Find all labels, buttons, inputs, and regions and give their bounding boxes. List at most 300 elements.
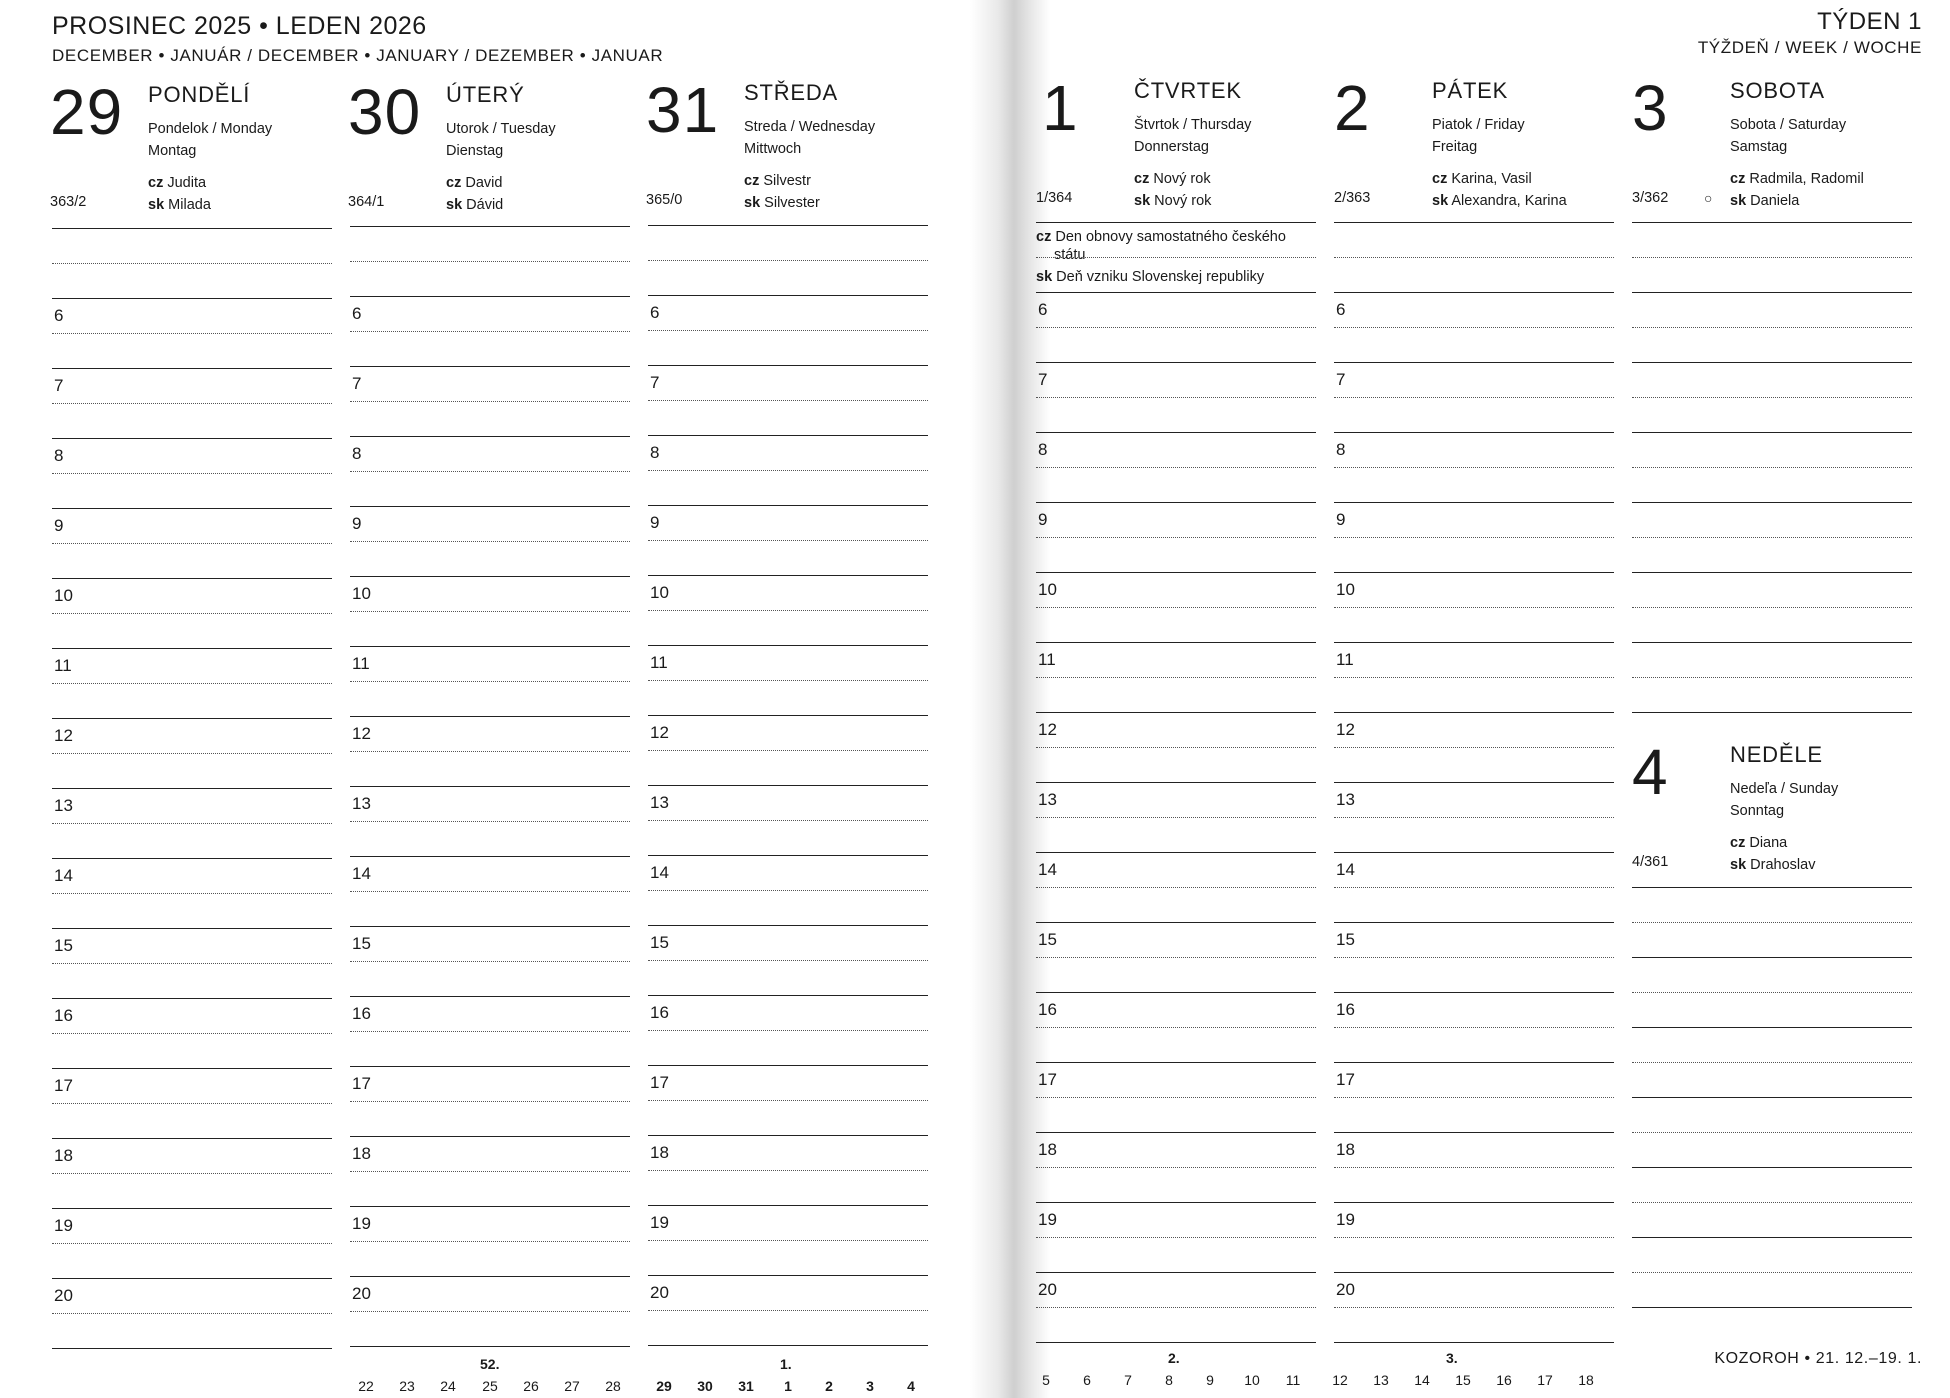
dotted-rule (52, 1173, 332, 1174)
rule-line (1036, 642, 1316, 643)
mini-day: 17 (1537, 1372, 1553, 1388)
hour-label: 14 (352, 864, 371, 883)
name-days: cz Karina, Vasil sk Alexandra, Karina (1432, 171, 1567, 209)
mini-day: 26 (523, 1378, 539, 1394)
dotted-rule (350, 1241, 630, 1242)
day-name: ÚTERÝ (446, 82, 525, 107)
rule-line (648, 1275, 928, 1276)
hour-label: 8 (54, 446, 64, 465)
mini-day: 12 (1332, 1372, 1348, 1388)
dotted-rule (1036, 817, 1316, 818)
rule-line (1334, 1202, 1614, 1203)
dotted-rule (350, 821, 630, 822)
hour-label: 13 (1336, 790, 1355, 809)
hour-label: 8 (1336, 440, 1346, 459)
hour-label: 12 (650, 723, 669, 742)
dotted-rule (1334, 817, 1614, 818)
dotted-rule (350, 1311, 630, 1312)
mini-day: 3 (866, 1378, 874, 1394)
dotted-rule (1632, 537, 1912, 538)
mini-day: 23 (399, 1378, 415, 1394)
rule-line (1334, 922, 1614, 923)
rule-line (1334, 572, 1614, 573)
rule-line (648, 995, 928, 996)
hour-label: 9 (650, 513, 660, 532)
day-name: PONDĚLÍ (148, 82, 251, 107)
hour-label: 13 (1038, 790, 1057, 809)
rule-line (350, 506, 630, 507)
rule-line (52, 298, 332, 299)
hour-label: 17 (1336, 1070, 1355, 1089)
name-days: cz Judita sk Milada (148, 175, 211, 213)
dotted-rule (52, 403, 332, 404)
mini-day: 31 (738, 1378, 754, 1394)
rule-line (648, 645, 928, 646)
rule-line (648, 365, 928, 366)
dotted-rule (1632, 1062, 1912, 1063)
rule-line (1632, 957, 1912, 958)
rule-line (52, 788, 332, 789)
hour-label: 8 (650, 443, 660, 462)
dotted-rule (648, 260, 928, 261)
dotted-rule (1036, 397, 1316, 398)
dotted-rule (350, 471, 630, 472)
rule-line (52, 228, 332, 229)
hour-label: 13 (352, 794, 371, 813)
mini-day: 13 (1373, 1372, 1389, 1388)
hour-label: 18 (1038, 1140, 1057, 1159)
dotted-rule (1036, 327, 1316, 328)
rule-line (1036, 852, 1316, 853)
rule-line (1334, 1132, 1614, 1133)
mini-day: 11 (1285, 1372, 1301, 1388)
rule-line (1036, 782, 1316, 783)
day-translations: Nedeľa / Sunday Sonntag (1730, 781, 1839, 819)
month-title: PROSINEC 2025 • LEDEN 2026 (52, 12, 427, 40)
mini-day: 25 (482, 1378, 498, 1394)
hour-label: 11 (352, 654, 370, 673)
dotted-rule (52, 1033, 332, 1034)
week-subtitle: TÝŽDEŇ / WEEK / WOCHE (1697, 38, 1922, 57)
day-number: 30 (348, 76, 422, 148)
rule-line (1632, 502, 1912, 503)
day-name: PÁTEK (1432, 78, 1509, 103)
hour-label: 12 (1038, 720, 1057, 739)
day-ordinal: 363/2 (50, 194, 87, 210)
rule-line (648, 715, 928, 716)
hour-label: 17 (352, 1074, 371, 1093)
dotted-rule (52, 473, 332, 474)
rule-line (52, 718, 332, 719)
rule-line (1334, 432, 1614, 433)
dotted-rule (648, 330, 928, 331)
dotted-rule (1036, 677, 1316, 678)
dotted-rule (350, 1031, 630, 1032)
dotted-rule (1334, 467, 1614, 468)
dotted-rule (1334, 1307, 1614, 1308)
dotted-rule (52, 683, 332, 684)
rule-line (350, 296, 630, 297)
hour-label: 10 (1336, 580, 1355, 599)
rule-line (350, 1066, 630, 1067)
rule-line (1334, 852, 1614, 853)
rule-line (1036, 992, 1316, 993)
dotted-rule (350, 961, 630, 962)
hour-label: 10 (352, 584, 371, 603)
day-translations: Sobota / Saturday Samstag (1730, 117, 1847, 155)
mini-day: 8 (1165, 1372, 1173, 1388)
mini-day: 22 (358, 1378, 374, 1394)
mini-day: 18 (1578, 1372, 1594, 1388)
dotted-rule (1334, 1097, 1614, 1098)
hour-label: 16 (1336, 1000, 1355, 1019)
rule-line (52, 438, 332, 439)
hour-label: 15 (1038, 930, 1057, 949)
week-number: 3. (1446, 1350, 1458, 1366)
rule-line (1334, 362, 1614, 363)
dotted-rule (648, 610, 928, 611)
hour-label: 20 (1336, 1280, 1355, 1299)
rule-line (648, 925, 928, 926)
rule-line (648, 505, 928, 506)
rule-line (648, 1205, 928, 1206)
rule-line (1334, 1342, 1614, 1343)
rule-line (350, 646, 630, 647)
full-moon-icon: ○ (1704, 190, 1713, 206)
day-ordinal: 365/0 (646, 192, 683, 208)
day-translations: Pondelok / Monday Montag (148, 121, 273, 159)
rule-line (1334, 782, 1614, 783)
dotted-rule (52, 543, 332, 544)
hour-label: 9 (1336, 510, 1346, 529)
rule-line (1334, 292, 1614, 293)
dotted-rule (52, 963, 332, 964)
hour-label: 6 (54, 306, 64, 325)
dotted-rule (1036, 1307, 1316, 1308)
dotted-rule (1036, 1237, 1316, 1238)
hour-label: 20 (352, 1284, 371, 1303)
rule-line (350, 1276, 630, 1277)
dotted-rule (1036, 607, 1316, 608)
hour-label: 14 (1336, 860, 1355, 879)
dotted-rule (52, 613, 332, 614)
rule-line (1036, 1342, 1316, 1343)
dotted-rule (52, 893, 332, 894)
mini-day: 2 (825, 1378, 833, 1394)
hour-label: 16 (650, 1003, 669, 1022)
rule-line (350, 576, 630, 577)
rule-line (1036, 1272, 1316, 1273)
dotted-rule (52, 1243, 332, 1244)
day-number: 3 (1632, 72, 1669, 144)
rule-line (648, 435, 928, 436)
rule-line (52, 368, 332, 369)
name-days: cz David sk Dávid (446, 175, 504, 213)
rule-line (350, 1136, 630, 1137)
mini-day: 5 (1042, 1372, 1050, 1388)
dotted-rule (350, 1171, 630, 1172)
dotted-rule (1632, 257, 1912, 258)
rule-line (1334, 1062, 1614, 1063)
dotted-rule (350, 401, 630, 402)
hour-label: 16 (352, 1004, 371, 1023)
mini-day: 1 (784, 1378, 792, 1394)
day-name: SOBOTA (1730, 78, 1825, 103)
hour-label: 11 (650, 653, 668, 672)
rule-line (648, 855, 928, 856)
mini-day: 30 (697, 1378, 713, 1394)
rule-line (350, 436, 630, 437)
rule-line (1036, 362, 1316, 363)
name-days: cz Radmila, Radomil sk Daniela (1730, 171, 1864, 209)
hour-label: 18 (54, 1146, 73, 1165)
dotted-rule (1334, 747, 1614, 748)
rule-line (52, 1278, 332, 1279)
rule-line (1036, 1202, 1316, 1203)
rule-line (1334, 1272, 1614, 1273)
dotted-rule (648, 400, 928, 401)
rule-line (350, 366, 630, 367)
dotted-rule (648, 890, 928, 891)
mini-day: 10 (1244, 1372, 1260, 1388)
dotted-rule (52, 1313, 332, 1314)
day-ordinal: 1/364 (1036, 190, 1073, 206)
hour-label: 20 (650, 1283, 669, 1302)
rule-line (1632, 222, 1912, 223)
mini-day: 15 (1455, 1372, 1471, 1388)
name-days: cz Silvestr sk Silvester (744, 173, 820, 211)
dotted-rule (648, 1310, 928, 1311)
rule-line (648, 1135, 928, 1136)
hour-label: 11 (54, 656, 72, 675)
hour-label: 7 (1336, 370, 1346, 389)
hour-label: 18 (650, 1143, 669, 1162)
rule-line (1334, 712, 1614, 713)
dotted-rule (1632, 992, 1912, 993)
hour-label: 15 (650, 933, 669, 952)
day-ordinal: 2/363 (1334, 190, 1371, 206)
rule-line (1632, 712, 1912, 713)
week-number: 52. (480, 1356, 500, 1372)
dotted-rule (1334, 397, 1614, 398)
rule-line (1632, 292, 1912, 293)
rule-line (1036, 572, 1316, 573)
mini-day: 16 (1496, 1372, 1512, 1388)
dotted-rule (1632, 327, 1912, 328)
rule-line (350, 856, 630, 857)
rule-line (1632, 1237, 1912, 1238)
dotted-rule (648, 1240, 928, 1241)
rule-line (648, 575, 928, 576)
name-days: cz Nový rok sk Nový rok (1134, 171, 1212, 209)
hour-label: 10 (54, 586, 73, 605)
hour-label: 8 (1038, 440, 1048, 459)
dotted-rule (1632, 1202, 1912, 1203)
rule-line (648, 295, 928, 296)
rule-line (1036, 222, 1316, 223)
mini-day: 28 (605, 1378, 621, 1394)
hour-label: 19 (54, 1216, 73, 1235)
dotted-rule (648, 680, 928, 681)
hour-label: 19 (1038, 1210, 1057, 1229)
rule-line (1036, 922, 1316, 923)
rule-line (1036, 1062, 1316, 1063)
dotted-rule (1632, 1132, 1912, 1133)
dotted-rule (1632, 922, 1912, 923)
rule-line (1632, 1097, 1912, 1098)
rule-line (1036, 712, 1316, 713)
rule-line (648, 225, 928, 226)
hour-label: 6 (1038, 300, 1048, 319)
rule-line (648, 785, 928, 786)
dotted-rule (1334, 607, 1614, 608)
day-number: 4 (1632, 736, 1669, 808)
dotted-rule (52, 753, 332, 754)
rule-line (1036, 1132, 1316, 1133)
month-subtitle: DECEMBER • JANUÁR / DECEMBER • JANUARY / DEZEMBER • JANUAR (52, 46, 664, 65)
mini-day: 27 (564, 1378, 580, 1394)
dotted-rule (1036, 1097, 1316, 1098)
rule-line (52, 1208, 332, 1209)
dotted-rule (1036, 957, 1316, 958)
dotted-rule (648, 540, 928, 541)
dotted-rule (52, 333, 332, 334)
dotted-rule (1036, 537, 1316, 538)
day-ordinal: 3/362 (1632, 190, 1669, 206)
rule-line (52, 508, 332, 509)
hour-label: 6 (352, 304, 362, 323)
dotted-rule (1334, 677, 1614, 678)
hour-label: 19 (352, 1214, 371, 1233)
hour-label: 11 (1336, 650, 1354, 669)
dotted-rule (1334, 1027, 1614, 1028)
hour-label: 6 (1336, 300, 1346, 319)
hour-label: 17 (650, 1073, 669, 1092)
hour-label: 19 (650, 1213, 669, 1232)
hour-label: 7 (650, 373, 660, 392)
dotted-rule (648, 960, 928, 961)
hour-label: 18 (352, 1144, 371, 1163)
day-translations: Utorok / Tuesday Dienstag (446, 121, 556, 159)
dotted-rule (1036, 1027, 1316, 1028)
hour-label: 13 (650, 793, 669, 812)
day-translations: Piatok / Friday Freitag (1432, 117, 1525, 155)
dotted-rule (1334, 887, 1614, 888)
mini-day: 7 (1124, 1372, 1132, 1388)
hour-label: 12 (54, 726, 73, 745)
dotted-rule (350, 261, 630, 262)
dotted-rule (1632, 397, 1912, 398)
rule-line (350, 1206, 630, 1207)
rule-line (350, 226, 630, 227)
dotted-rule (350, 541, 630, 542)
mini-day: 14 (1414, 1372, 1430, 1388)
rule-line (52, 928, 332, 929)
mini-day: 4 (907, 1378, 915, 1394)
hour-label: 6 (650, 303, 660, 322)
hour-label: 19 (1336, 1210, 1355, 1229)
dotted-rule (648, 1170, 928, 1171)
public-holiday-note: cz Den obnovy samostatného českého státu sk Deň vzniku Slovenskej republiky (1036, 229, 1286, 285)
rule-line (52, 1068, 332, 1069)
hour-label: 16 (54, 1006, 73, 1025)
rule-line (1036, 292, 1316, 293)
rule-line (52, 858, 332, 859)
mini-day: 29 (656, 1378, 672, 1394)
hour-label: 12 (352, 724, 371, 743)
mini-day: 6 (1083, 1372, 1091, 1388)
hour-label: 10 (1038, 580, 1057, 599)
mini-day: 9 (1206, 1372, 1214, 1388)
dotted-rule (1334, 957, 1614, 958)
dotted-rule (1632, 607, 1912, 608)
dotted-rule (1036, 887, 1316, 888)
hour-label: 15 (1336, 930, 1355, 949)
rule-line (350, 786, 630, 787)
hour-label: 8 (352, 444, 362, 463)
rule-line (52, 578, 332, 579)
rule-line (1632, 887, 1912, 888)
dotted-rule (1632, 467, 1912, 468)
rule-line (1334, 502, 1614, 503)
dotted-rule (1334, 537, 1614, 538)
hour-label: 16 (1038, 1000, 1057, 1019)
dotted-rule (350, 1101, 630, 1102)
hour-label: 7 (352, 374, 362, 393)
hour-label: 9 (352, 514, 362, 533)
dotted-rule (52, 263, 332, 264)
rule-line (1632, 432, 1912, 433)
day-ordinal: 364/1 (348, 194, 385, 210)
rule-line (1632, 1027, 1912, 1028)
rule-line (648, 1065, 928, 1066)
hour-label: 20 (1038, 1280, 1057, 1299)
rule-line (1334, 992, 1614, 993)
dotted-rule (350, 751, 630, 752)
rule-line (350, 716, 630, 717)
dotted-rule (1036, 747, 1316, 748)
rule-line (1632, 572, 1912, 573)
rule-line (1334, 642, 1614, 643)
day-number: 2 (1334, 72, 1371, 144)
dotted-rule (1334, 1167, 1614, 1168)
rule-line (350, 1346, 630, 1347)
day-name: ČTVRTEK (1134, 78, 1242, 103)
day-number: 1 (1042, 72, 1079, 144)
dotted-rule (1036, 1167, 1316, 1168)
week-number: 2. (1168, 1350, 1180, 1366)
rule-line (648, 1345, 928, 1346)
name-days: cz Diana sk Drahoslav (1730, 835, 1816, 873)
dotted-rule (1632, 677, 1912, 678)
dotted-rule (648, 1030, 928, 1031)
rule-line (350, 996, 630, 997)
rule-line (1036, 502, 1316, 503)
week-number: 1. (780, 1356, 792, 1372)
day-name: NEDĚLE (1730, 742, 1823, 767)
hour-label: 9 (1038, 510, 1048, 529)
day-translations: Štvrtok / Thursday Donnerstag (1134, 117, 1252, 155)
rule-line (1632, 1307, 1912, 1308)
rule-line (1036, 432, 1316, 433)
rule-line (1334, 222, 1614, 223)
rule-line (52, 1348, 332, 1349)
dotted-rule (350, 611, 630, 612)
hour-label: 15 (54, 936, 73, 955)
day-number: 31 (646, 74, 720, 146)
zodiac-sign: KOZOROH • 21. 12.–19. 1. (1714, 1350, 1922, 1367)
rule-line (1632, 362, 1912, 363)
